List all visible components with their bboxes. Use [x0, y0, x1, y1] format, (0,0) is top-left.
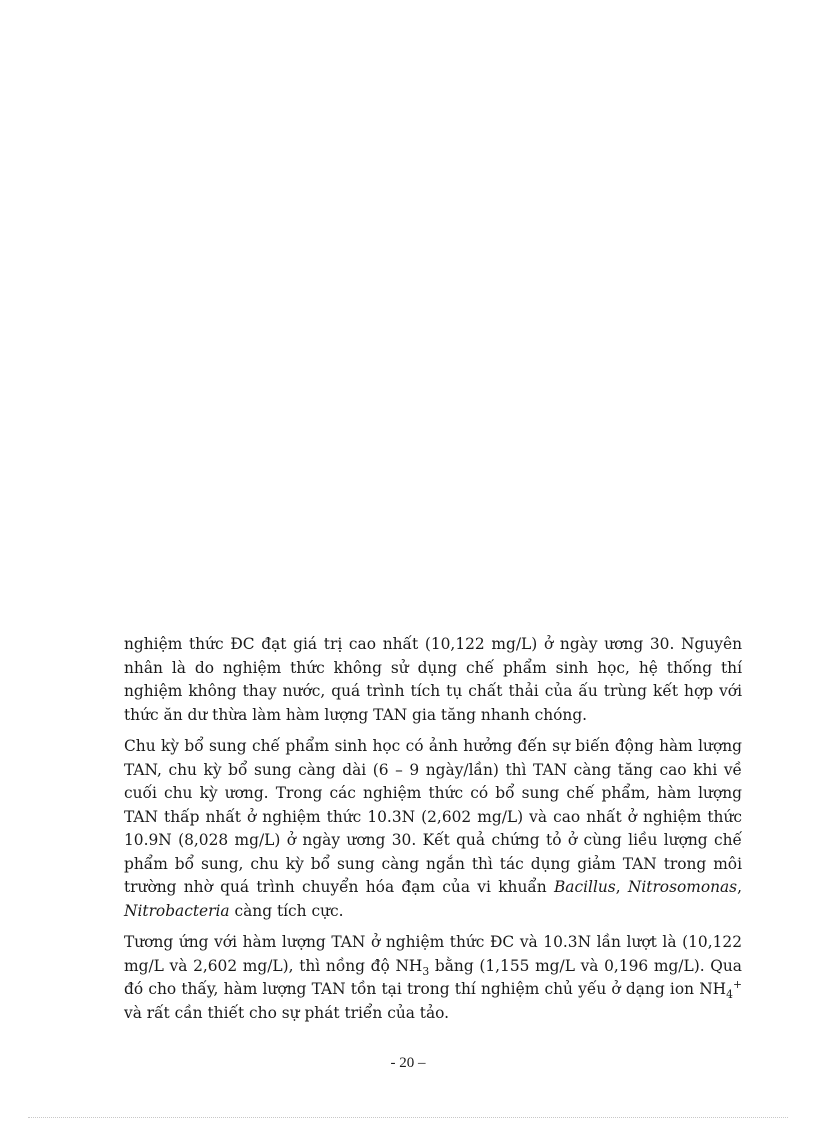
- paragraph-2: [124, 735, 742, 923]
- species-bacillus: Bacillus: [554, 878, 616, 896]
- paragraph-3-text-a: Tương ứng với hàm lượng TAN ở nghiệm thức ĐC và 10.3N lần lượt là (10,122 mg/L và 2,602 mg/L), thì nồng độ NH: [124, 933, 742, 975]
- paragraph-3: [124, 931, 742, 1025]
- paragraph-1-text: nghiệm thức ĐC đạt giá trị cao nhất (10,122 mg/L) ở ngày ương 30. Nguyên nhân là do nghiệm thức không sử dụng chế phẩm sinh học, hệ thống thí nghiệm không thay nước, quá trình tích tụ chất thải của ấu trùng kết hợp với thức ăn dư thừa làm hàm lượng TAN gia tăng nhanh chóng.: [124, 635, 742, 724]
- body-text: [124, 633, 742, 1033]
- paragraph-2-text: Chu kỳ bổ sung chế phẩm sinh học có ảnh hưởng đến sự biến động hàm lượng TAN, chu kỳ bổ sung càng dài (6 – 9 ngày/lần) thì TAN càng tăng cao khi về cuối chu kỳ ương. Trong các nghiệm thức có bổ sung chế phẩm, hàm lượng TAN thấp nhất ở nghiệm thức 10.3N (2,602 mg/L) và cao nhất ở nghiệm thức 10.9N (8,028 mg/L) ở ngày ương 30. Kết quả chứng tỏ ở cùng liều lượng chế phẩm bổ sung, chu kỳ bổ sung càng ngắn thì tác dụng giảm TAN trong môi trường nhờ quá trình chuyển hóa đạm của vi khuẩn: [124, 737, 742, 896]
- bottom-divider: [28, 1117, 788, 1118]
- superscript-plus: +: [732, 977, 742, 991]
- species-nitrobacteria: Nitrobacteria: [124, 901, 230, 920]
- subscript-4: 4: [726, 988, 733, 1002]
- species-nitrosomonas: Nitrosomonas: [627, 878, 738, 896]
- separator: ,: [615, 878, 628, 896]
- subscript-3: 3: [422, 964, 430, 978]
- paragraph-2-end: càng tích cực.: [229, 901, 344, 920]
- separator: ,: [737, 878, 742, 896]
- paragraph-3-text-b: bằng (1,155 mg/L và 0,196 mg/L). Qua đó cho thấy, hàm lượng TAN tồn tại trong thí nghiệm chủ yếu ở dạng ion NH: [124, 956, 742, 998]
- page-number: - 20 –: [390, 1055, 426, 1071]
- paragraph-3-text-c: và rất cần thiết cho sự phát triển của tảo.: [124, 1003, 450, 1022]
- paragraph-1: [124, 633, 742, 727]
